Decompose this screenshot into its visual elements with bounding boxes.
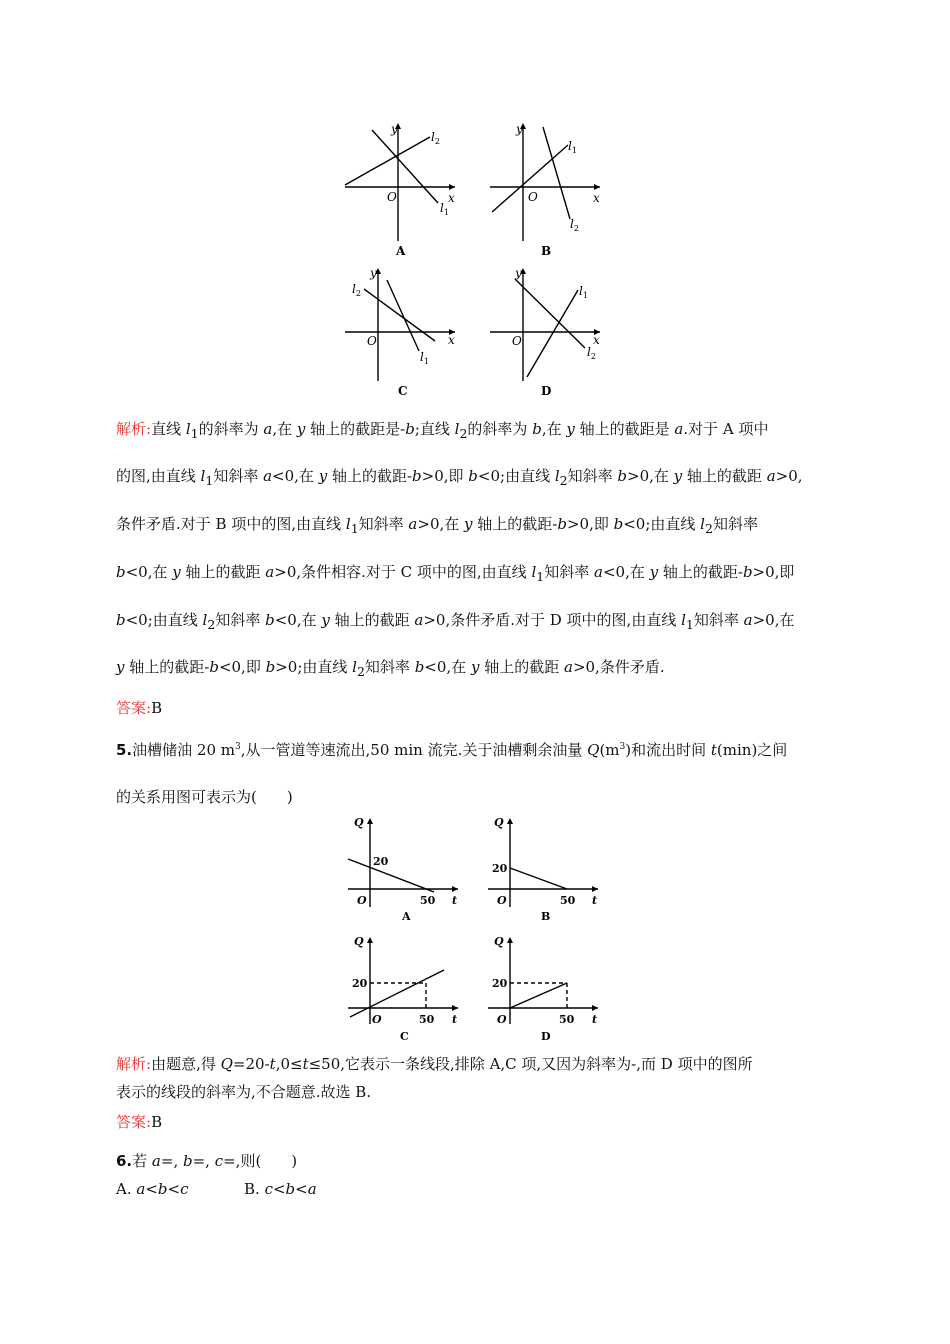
panel-b-l1-label: $l_1$: [568, 139, 577, 155]
q5-panel-c-tick-20: 20: [352, 977, 368, 990]
panel-c-graph: [345, 270, 455, 381]
q5-panel-c-origin: O: [372, 1013, 382, 1026]
q5-panel-a-segment: [348, 859, 434, 892]
analysis4-label: 解析:: [116, 420, 152, 438]
question6-option-a: A. a<b<c: [116, 1180, 189, 1198]
q5-panel-b-x-label: t: [592, 894, 598, 907]
question6-number: 6.: [116, 1152, 133, 1170]
q5-panel-b-segment: [510, 868, 567, 889]
analysis4-line-6: y 轴上的截距-b<0,即 b>0;由直线 $l_2$知斜率 b<0,在 y 轴上的截距 a>0,条件矛盾.: [116, 658, 665, 679]
panel-a-origin: O: [387, 190, 397, 204]
q5-panel-a-caption: A: [402, 910, 411, 923]
answer5-label: 答案:: [116, 1113, 152, 1131]
q5-panel-c-y-label: Q: [354, 935, 364, 948]
q5-panel-a-tick-20: 20: [373, 855, 389, 868]
panel-b-y-label: y: [516, 122, 523, 136]
question6-stem: 6.若 a=, b=, c=,则( ): [116, 1152, 298, 1170]
analysis4-line-5: b<0;由直线 $l_2$知斜率 b<0,在 y 轴上的截距 a>0,条件矛盾.对于 D 项中的图,由直线 $l_1$知斜率 a>0,在: [116, 611, 795, 632]
panel-b-caption: B: [541, 244, 552, 258]
figure-oil-tank-graphs: [340, 812, 610, 1052]
panel-c-l1-label: $l_1$: [420, 350, 429, 366]
panel-c-y-label: y: [370, 266, 377, 280]
panel-d-x-label: x: [593, 333, 600, 347]
panel-c-l2-label: $l_2$: [352, 282, 361, 298]
panel-d-l1-label: $l_1$: [579, 284, 588, 300]
answer5-value: B: [151, 1113, 163, 1131]
panel-d-l2-label: $l_2$: [587, 345, 596, 361]
panel-d-caption: D: [541, 384, 552, 398]
analysis5-line-2: 表示的线段的斜率为,不合题意.故选 B.: [116, 1083, 372, 1101]
panel-a-y-label: y: [391, 122, 398, 136]
q5-panel-d-origin: O: [497, 1013, 507, 1026]
answer5: [116, 1111, 162, 1132]
panel-d-origin: O: [512, 334, 522, 348]
panel-b-l2-label: $l_2$: [570, 217, 579, 233]
panel-b-line-l2: [543, 127, 570, 219]
q5-panel-b-y-label: Q: [494, 816, 504, 829]
answer4-label: 答案:: [116, 699, 152, 717]
panel-d-graph: [490, 270, 600, 381]
analysis5-label: 解析:: [116, 1055, 152, 1073]
q5-panel-b-tick-50: 50: [560, 894, 576, 907]
panel-b-origin: O: [528, 190, 538, 204]
q5-panel-b-caption: B: [541, 910, 551, 923]
answer4: [116, 697, 162, 718]
panel-a-caption: A: [396, 244, 406, 258]
q5-panel-c-x-label: t: [452, 1013, 458, 1026]
q5-panel-b-origin: O: [497, 894, 507, 907]
analysis4-line-4: b<0,在 y 轴上的截距 a>0,条件相容.对于 C 项中的图,由直线 $l_1$知斜率 a<0,在 y 轴上的截距-b>0,即: [116, 563, 795, 584]
panel-c-x-label: x: [448, 333, 455, 347]
panel-c-line-l1: [387, 280, 419, 351]
panel-a-x-label: x: [448, 191, 455, 205]
analysis4-line-1: 解析:直线 $l_1$的斜率为 a,在 y 轴上的截距是-b;直线 $l_2$的斜率为 b,在 y 轴上的截距是 a.对于 A 项中: [116, 420, 769, 441]
panel-b-graph: [490, 125, 600, 241]
q5-panel-a-y-label: Q: [354, 816, 364, 829]
question5-line-2: 的关系用图可表示为( ): [116, 788, 293, 806]
panel-c-origin: O: [367, 334, 377, 348]
question6-option-b: B. c<b<a: [244, 1180, 317, 1198]
q5-panel-c-caption: C: [400, 1030, 409, 1043]
panel-d-y-label: y: [515, 266, 522, 280]
q5-panel-d-tick-50: 50: [559, 1013, 575, 1026]
panel-a-line-l1: [372, 130, 438, 203]
analysis4-line-2: 的图,由直线 $l_1$知斜率 a<0,在 y 轴上的截距-b>0,即 b<0;由直线 $l_2$知斜率 b>0,在 y 轴上的截距 a>0,: [116, 467, 803, 488]
panel-b-x-label: x: [593, 191, 600, 205]
panel-c-caption: C: [398, 384, 408, 398]
figure-lines-l1-l2: [330, 115, 620, 405]
q5-panel-b-tick-20: 20: [492, 862, 508, 875]
question5-number: 5.: [116, 741, 133, 759]
q5-panel-d-x-label: t: [592, 1013, 598, 1026]
q5-panel-d-y-label: Q: [494, 935, 504, 948]
q5-panel-a-tick-50: 50: [420, 894, 436, 907]
q5-panel-d-tick-20: 20: [492, 977, 508, 990]
question5-line-1: 5.油槽储油 20 $m^3$,从一管道等速流出,50 min 流完.关于油槽剩余油量 $Q(m^3)$和流出时间 t(min)之间: [116, 741, 788, 759]
panel-a-line-l2: [345, 137, 430, 185]
q5-panel-c-tick-50: 50: [419, 1013, 435, 1026]
q5-panel-a-x-label: t: [452, 894, 458, 907]
analysis4-line-3: 条件矛盾.对于 B 项中的图,由直线 $l_1$知斜率 a>0,在 y 轴上的截距-b>0,即 b<0;由直线 $l_2$知斜率: [116, 515, 758, 536]
q5-panel-a-origin: O: [357, 894, 367, 907]
q5-panel-d-segment: [510, 983, 567, 1008]
answer4-value: B: [151, 699, 163, 717]
panel-a-l2-label: $l_2$: [431, 130, 440, 146]
analysis5-line-1: 解析:由题意,得 Q=20-t,0≤t≤50,它表示一条线段,排除 A,C 项,又因为斜率为-,而 D 项中的图所: [116, 1055, 753, 1073]
q5-panel-d-caption: D: [541, 1030, 551, 1043]
panel-a-l1-label: $l_1$: [440, 201, 449, 217]
